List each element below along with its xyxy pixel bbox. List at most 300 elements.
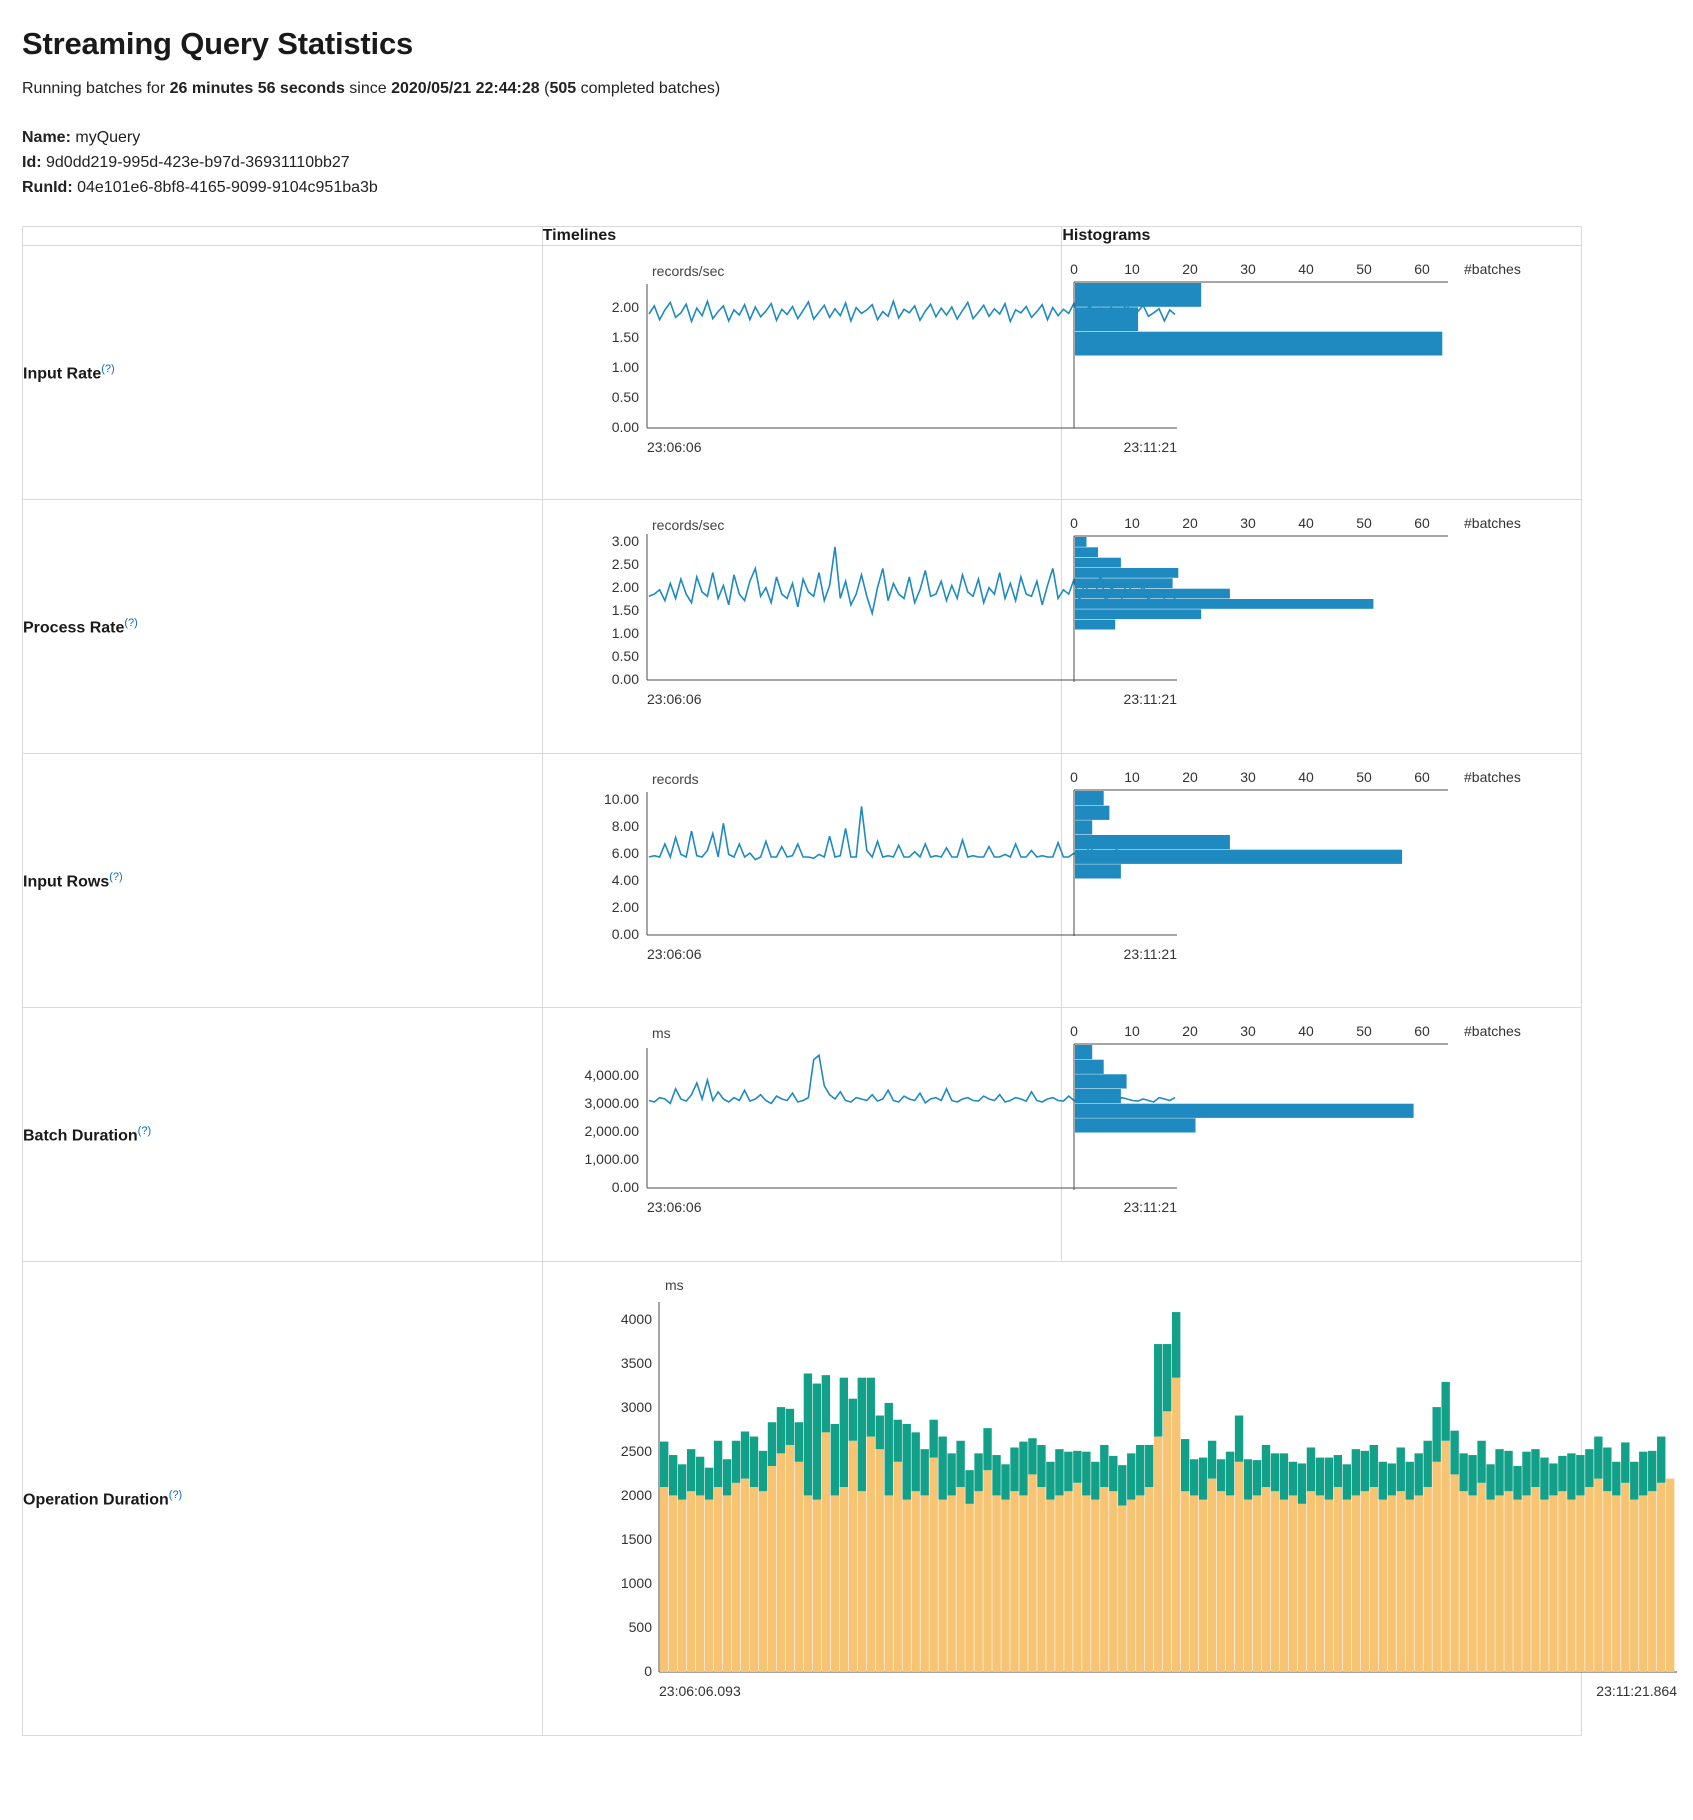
- stacked-bar-segment: [1055, 1450, 1063, 1496]
- input-rate-timeline-cell: [542, 246, 1177, 500]
- query-id-row: [22, 151, 1671, 176]
- stacked-bar-segment: [1387, 1496, 1395, 1673]
- stacked-bar-segment: [1495, 1496, 1503, 1673]
- stacked-bar-segment: [669, 1455, 677, 1495]
- stacked-bar-segment: [848, 1441, 856, 1672]
- stacked-bar-segment: [938, 1437, 946, 1500]
- stacked-bar-segment: [956, 1487, 964, 1672]
- help-icon[interactable]: (?): [124, 616, 138, 629]
- stacked-bar-segment: [794, 1462, 802, 1672]
- help-icon[interactable]: (?): [168, 1488, 183, 1501]
- header-blank: [23, 227, 543, 246]
- stacked-bar-segment: [1432, 1408, 1440, 1463]
- stacked-bar-segment: [714, 1441, 722, 1487]
- stacked-bar-segment: [893, 1462, 901, 1672]
- since-timestamp: 2020/05/21 22:44:28: [391, 80, 540, 97]
- svg-text:1.50: 1.50: [611, 329, 639, 346]
- row-label-operation-duration: [23, 1262, 543, 1736]
- stacked-bar-segment: [1279, 1500, 1287, 1672]
- histogram-bar: [1075, 1045, 1092, 1059]
- stacked-bar-segment: [776, 1454, 784, 1673]
- row-label-input-rows: [23, 754, 543, 1008]
- stacked-bar-segment: [911, 1492, 919, 1673]
- histogram-bar: [1075, 537, 1087, 547]
- stacked-bar-segment: [1405, 1500, 1413, 1672]
- stacked-bar-segment: [956, 1441, 964, 1487]
- svg-text:10.00: 10.00: [603, 791, 639, 808]
- process-rate-hist-bars: [1075, 537, 1373, 630]
- stacked-bar-segment: [1567, 1500, 1575, 1672]
- stacked-bar-segment: [1486, 1465, 1494, 1500]
- stacked-bar-segment: [1226, 1452, 1234, 1496]
- svg-text:0.00: 0.00: [611, 419, 639, 436]
- svg-text:30: 30: [1240, 261, 1257, 278]
- batch-duration-histogram-cell: [1062, 1008, 1582, 1262]
- stacked-bar-segment: [767, 1466, 775, 1672]
- table-header-row: [23, 227, 1582, 246]
- stacked-bar-segment: [732, 1483, 740, 1672]
- histogram-bar: [1075, 1104, 1414, 1118]
- stacked-bar-segment: [1567, 1454, 1575, 1500]
- stacked-bar-segment: [1585, 1487, 1593, 1672]
- stacked-bar-segment: [1576, 1496, 1584, 1673]
- stacked-bar-segment: [723, 1460, 731, 1496]
- histogram-bar: [1075, 620, 1115, 630]
- hist-x-label: #batches: [1464, 1023, 1522, 1040]
- x-start-label: 23:06:06: [646, 946, 702, 963]
- stacked-bar-segment: [1270, 1492, 1278, 1673]
- input-rows-timeline-cell: [542, 754, 1177, 1008]
- stacked-bar-segment: [947, 1454, 955, 1496]
- stacked-bar-segment: [938, 1500, 946, 1672]
- svg-text:6.00: 6.00: [611, 845, 639, 862]
- histogram-bar: [1075, 589, 1230, 599]
- stacked-bar-segment: [812, 1384, 820, 1500]
- stacked-bar-segment: [740, 1432, 748, 1479]
- stacked-bar-segment: [830, 1424, 838, 1495]
- stacked-bar-segment: [1297, 1504, 1305, 1672]
- svg-text:2.00: 2.00: [611, 299, 639, 316]
- svg-text:2,000.00: 2,000.00: [584, 1123, 639, 1140]
- stacked-bar-segment: [1172, 1312, 1180, 1378]
- stacked-bar-segment: [1109, 1492, 1117, 1673]
- svg-text:30: 30: [1240, 769, 1257, 786]
- stacked-bar-segment: [1145, 1487, 1153, 1672]
- operation-duration-cell: [542, 1262, 1677, 1736]
- operation-duration-chart: [547, 1272, 1693, 1722]
- query-name-row: [22, 126, 1671, 151]
- stacked-bar-segment: [1477, 1483, 1485, 1672]
- svg-text:60: 60: [1414, 769, 1431, 786]
- stacked-bar-segment: [974, 1454, 982, 1492]
- input-rate-hist-bars: [1075, 283, 1442, 356]
- svg-text:30: 30: [1240, 515, 1257, 532]
- stacked-bar-segment: [1109, 1456, 1117, 1491]
- stacked-bar-segment: [1369, 1445, 1377, 1487]
- row-label-text: Batch Duration: [23, 1127, 138, 1145]
- stacked-bar-segment: [1100, 1487, 1108, 1672]
- header-histograms: Histograms: [1062, 227, 1582, 246]
- svg-text:1.00: 1.00: [611, 359, 639, 376]
- row-label-text: Process Rate: [23, 619, 125, 637]
- stacked-bar-segment: [740, 1479, 748, 1672]
- histogram-bar: [1075, 558, 1121, 568]
- stacked-bar-segment: [1279, 1454, 1287, 1500]
- stacked-bar-segment: [1190, 1460, 1198, 1496]
- stacked-bar-segment: [1082, 1496, 1090, 1673]
- stacked-bar-segment: [1001, 1465, 1009, 1500]
- stacked-bar-segment: [1127, 1454, 1135, 1500]
- stacked-bar-segment: [749, 1487, 757, 1672]
- stacked-bar-segment: [1028, 1439, 1036, 1475]
- stacked-bar-segment: [803, 1496, 811, 1673]
- stacked-bar-segment: [1217, 1492, 1225, 1673]
- svg-text:20: 20: [1182, 769, 1199, 786]
- stacked-bar-segment: [920, 1496, 928, 1673]
- stacked-bar-segment: [839, 1487, 847, 1672]
- histogram-bar: [1075, 308, 1138, 332]
- stacked-bar-segment: [875, 1416, 883, 1450]
- svg-text:0: 0: [1070, 769, 1079, 786]
- stacked-bar-segment: [1315, 1496, 1323, 1673]
- stacked-bar-segment: [947, 1496, 955, 1673]
- stacked-bar-segment: [758, 1451, 766, 1491]
- histogram-bar: [1075, 599, 1373, 609]
- stacked-bar-segment: [1019, 1496, 1027, 1673]
- input-rows-histogram-cell: [1062, 754, 1582, 1008]
- query-runid-value: 04e101e6-8bf8-4165-9099-9104c951ba3b: [77, 178, 378, 196]
- x-end-label: 23:11:21.864: [1595, 1683, 1677, 1700]
- stacked-bar-segment: [1351, 1450, 1359, 1496]
- stacked-bar-segment: [1297, 1464, 1305, 1504]
- stacked-bar-segment: [1486, 1500, 1494, 1672]
- stacked-bar-segment: [749, 1437, 757, 1487]
- stacked-bar-segment: [1306, 1448, 1314, 1492]
- stacked-bar-segment: [1468, 1455, 1476, 1495]
- stacked-bar-segment: [1432, 1462, 1440, 1672]
- stacked-bar-segment: [1396, 1448, 1404, 1492]
- stacked-bar-segment: [714, 1487, 722, 1672]
- stacked-bar-segment: [1522, 1452, 1530, 1496]
- hist-x-ticks: [1070, 515, 1521, 531]
- stacked-bar-segment: [1405, 1462, 1413, 1500]
- table-row: [23, 1262, 1582, 1736]
- histogram-bar: [1075, 548, 1098, 558]
- hist-x-label: #batches: [1464, 769, 1522, 786]
- svg-text:2.00: 2.00: [611, 899, 639, 916]
- svg-text:4.00: 4.00: [611, 872, 639, 889]
- stacked-bar-segment: [1019, 1442, 1027, 1496]
- stacked-bar-segment: [1199, 1500, 1207, 1672]
- stacked-bar-segment: [974, 1492, 982, 1673]
- running-prefix: Running batches for: [22, 80, 170, 97]
- stacked-bar-segment: [1612, 1496, 1620, 1673]
- stacked-bar-segment: [758, 1492, 766, 1673]
- x-start-label: 23:06:06: [646, 439, 702, 456]
- stacked-bar-segment: [1091, 1500, 1099, 1672]
- stacked-bar-segment: [1046, 1462, 1054, 1500]
- hist-x-label: #batches: [1464, 261, 1522, 278]
- x-end-label: 23:11:21: [1123, 946, 1177, 963]
- stacked-bar-segment: [929, 1420, 937, 1458]
- stacked-bar-segment: [1603, 1448, 1611, 1492]
- input-rate-histogram-chart: [1066, 256, 1606, 486]
- statistics-table: [22, 226, 1677, 1736]
- stacked-bar-segment: [1351, 1496, 1359, 1673]
- row-label-process-rate: [23, 500, 543, 754]
- batch-duration-histogram-chart: [1066, 1018, 1606, 1248]
- histogram-bar: [1075, 850, 1402, 864]
- stacked-bar-segment: [1549, 1464, 1557, 1496]
- svg-text:40: 40: [1298, 515, 1315, 532]
- svg-text:40: 40: [1298, 261, 1315, 278]
- stacked-bar-segment: [1082, 1452, 1090, 1496]
- svg-text:50: 50: [1356, 1023, 1373, 1040]
- svg-text:4,000.00: 4,000.00: [584, 1067, 639, 1084]
- x-end-label: 23:11:21: [1123, 691, 1177, 708]
- stacked-bar-segment: [1226, 1496, 1234, 1673]
- stacked-bar-segment: [705, 1500, 713, 1672]
- stacked-bar-segment: [705, 1468, 713, 1500]
- stacked-bar-segment: [1010, 1448, 1018, 1492]
- histogram-bar: [1075, 568, 1178, 578]
- stacked-bar-segment: [1414, 1454, 1422, 1496]
- svg-text:1,000.00: 1,000.00: [584, 1151, 639, 1168]
- stacked-bar-segment: [1603, 1492, 1611, 1673]
- stacked-bar-segment: [669, 1496, 677, 1673]
- stacked-bar-segment: [1360, 1451, 1368, 1491]
- stacked-bar-segment: [1450, 1431, 1458, 1475]
- row-label-text: Operation Duration: [23, 1491, 169, 1509]
- stacked-bar-segment: [1396, 1492, 1404, 1673]
- stacked-bar-segment: [965, 1471, 973, 1505]
- svg-text:2000: 2000: [620, 1487, 652, 1504]
- stacked-bar-segment: [1055, 1496, 1063, 1673]
- stacked-bar-segment: [1531, 1450, 1539, 1488]
- help-icon[interactable]: (?): [101, 362, 115, 375]
- svg-text:50: 50: [1356, 261, 1373, 278]
- stacked-bar-segment: [1423, 1441, 1431, 1487]
- batch-duration-hist-bars: [1075, 1045, 1414, 1133]
- svg-text:3500: 3500: [620, 1355, 652, 1372]
- batch-duration-timeline-cell: [542, 1008, 1177, 1262]
- stacked-bar-segment: [785, 1409, 793, 1445]
- stacked-bar-segment: [1360, 1492, 1368, 1673]
- stacked-bar-segment: [1208, 1479, 1216, 1672]
- process-rate-timeline-cell: [542, 500, 1177, 754]
- stacked-bar-segment: [830, 1496, 838, 1673]
- histogram-bar: [1075, 610, 1201, 620]
- histogram-bar: [1075, 1119, 1196, 1133]
- svg-text:2.50: 2.50: [611, 556, 639, 573]
- stacked-bar-segment: [1423, 1487, 1431, 1672]
- svg-text:60: 60: [1414, 1023, 1431, 1040]
- query-id-label: Id:: [22, 153, 42, 171]
- stacked-bar-segment: [660, 1487, 668, 1672]
- svg-text:50: 50: [1356, 515, 1373, 532]
- stacked-bar-segment: [884, 1496, 892, 1673]
- stacked-bar-segment: [732, 1441, 740, 1483]
- query-runid-label: RunId:: [22, 178, 73, 196]
- svg-text:2500: 2500: [620, 1443, 652, 1460]
- y-ticks: [584, 1067, 639, 1195]
- operation-duration-bars: [660, 1312, 1674, 1672]
- stacked-bar-segment: [1630, 1500, 1638, 1672]
- stacked-bar-segment: [1630, 1462, 1638, 1500]
- stacked-bar-segment: [1342, 1465, 1350, 1500]
- hist-x-ticks: [1070, 261, 1521, 277]
- stacked-bar-segment: [812, 1500, 820, 1672]
- stacked-bar-segment: [857, 1378, 865, 1492]
- stacked-bar-segment: [1648, 1451, 1656, 1491]
- stacked-bar-segment: [1324, 1500, 1332, 1672]
- table-row: [23, 500, 1582, 754]
- y-unit-label: ms: [664, 1277, 684, 1294]
- stacked-bar-segment: [1154, 1344, 1162, 1437]
- svg-text:3000: 3000: [620, 1399, 652, 1416]
- stacked-bar-segment: [1459, 1454, 1467, 1492]
- stacked-bar-segment: [1621, 1443, 1629, 1483]
- stacked-bar-segment: [1342, 1500, 1350, 1672]
- stacked-bar-segment: [1558, 1492, 1566, 1673]
- stacked-bar-segment: [1513, 1466, 1521, 1500]
- stacked-bar-segment: [920, 1450, 928, 1496]
- input-rows-histogram-chart: [1066, 764, 1606, 994]
- svg-text:500: 500: [628, 1619, 652, 1636]
- stacked-bar-segment: [1576, 1455, 1584, 1495]
- stacked-bar-segment: [1064, 1452, 1072, 1492]
- stacked-bar-segment: [687, 1492, 695, 1673]
- query-id-value: 9d0dd219-995d-423e-b97d-36931110bb27: [46, 153, 350, 171]
- help-icon[interactable]: (?): [137, 1124, 152, 1137]
- histogram-bar: [1075, 1075, 1127, 1089]
- stacked-bar-segment: [1540, 1500, 1548, 1672]
- stacked-bar-segment: [1288, 1462, 1296, 1496]
- stacked-bar-segment: [1531, 1487, 1539, 1672]
- stacked-bar-segment: [821, 1376, 829, 1433]
- stacked-bar-segment: [1549, 1496, 1557, 1673]
- stacked-bar-segment: [1540, 1458, 1548, 1500]
- hist-x-ticks: [1070, 1023, 1521, 1039]
- stacked-bar-segment: [1270, 1454, 1278, 1492]
- stacked-bar-segment: [1621, 1483, 1629, 1672]
- table-row: [23, 1008, 1582, 1262]
- running-duration: 26 minutes 56 seconds: [169, 80, 345, 97]
- stacked-bar-segment: [794, 1423, 802, 1463]
- stacked-bar-segment: [785, 1445, 793, 1672]
- input-rows-hist-bars: [1075, 791, 1402, 879]
- histogram-bar: [1075, 835, 1230, 849]
- stacked-bar-segment: [1181, 1439, 1189, 1491]
- stacked-bar-segment: [1315, 1458, 1323, 1496]
- stacked-bar-segment: [1522, 1496, 1530, 1673]
- stacked-bar-segment: [803, 1374, 811, 1496]
- stacked-bar-segment: [1217, 1460, 1225, 1492]
- svg-text:4000: 4000: [620, 1311, 652, 1328]
- histogram-bar: [1075, 283, 1201, 307]
- svg-text:10: 10: [1124, 261, 1141, 278]
- stacked-bar-segment: [1324, 1458, 1332, 1500]
- stacked-bar-segment: [660, 1442, 668, 1487]
- stacked-bar-segment: [1378, 1462, 1386, 1500]
- stacked-bar-segment: [1252, 1496, 1260, 1673]
- svg-text:3.00: 3.00: [611, 533, 639, 550]
- histogram-bar: [1075, 865, 1121, 879]
- query-metadata: [22, 126, 1671, 200]
- svg-text:1500: 1500: [620, 1531, 652, 1548]
- stacked-bar-segment: [866, 1437, 874, 1672]
- svg-text:0: 0: [1070, 1023, 1079, 1040]
- histogram-bar: [1075, 791, 1104, 805]
- stacked-bar-segment: [1504, 1451, 1512, 1491]
- stacked-bar-segment: [1639, 1452, 1647, 1496]
- stacked-bar-segment: [1064, 1492, 1072, 1673]
- stacked-bar-segment: [1504, 1492, 1512, 1673]
- query-name-label: Name:: [22, 129, 71, 146]
- stacked-bar-segment: [1037, 1487, 1045, 1672]
- stacked-bar-segment: [1459, 1492, 1467, 1673]
- stacked-bar-segment: [1387, 1464, 1395, 1496]
- stacked-bar-segment: [1261, 1487, 1269, 1672]
- stacked-bar-segment: [1666, 1479, 1674, 1672]
- stacked-bar-segment: [1468, 1496, 1476, 1673]
- stacked-bar-segment: [893, 1420, 901, 1462]
- stacked-bar-segment: [992, 1496, 1000, 1673]
- stacked-bar-segment: [965, 1504, 973, 1672]
- svg-text:2.00: 2.00: [611, 579, 639, 596]
- table-row: [23, 246, 1582, 500]
- running-batches-summary: [22, 80, 1671, 98]
- stacked-bar-segment: [767, 1423, 775, 1467]
- stacked-bar-segment: [1208, 1441, 1216, 1479]
- y-ticks: [611, 299, 638, 435]
- x-start-label: 23:06:06: [646, 691, 702, 708]
- stacked-bar-segment: [1288, 1496, 1296, 1673]
- stacked-bar-segment: [1585, 1450, 1593, 1488]
- stacked-bar-segment: [1441, 1382, 1449, 1441]
- svg-text:0: 0: [1070, 515, 1079, 532]
- svg-text:0.00: 0.00: [611, 1179, 639, 1196]
- svg-text:1000: 1000: [620, 1575, 652, 1592]
- svg-text:40: 40: [1298, 1023, 1315, 1040]
- stacked-bar-segment: [1513, 1500, 1521, 1672]
- svg-text:10: 10: [1124, 1023, 1141, 1040]
- stacked-bar-segment: [1244, 1500, 1252, 1672]
- y-unit-label: records/sec: [651, 263, 725, 280]
- stacked-bar-segment: [1441, 1441, 1449, 1672]
- stacked-bar-segment: [1657, 1483, 1665, 1672]
- table-row: [23, 754, 1582, 1008]
- stacked-bar-segment: [1235, 1462, 1243, 1672]
- stacked-bar-segment: [1414, 1496, 1422, 1673]
- histogram-bar: [1075, 332, 1442, 356]
- stacked-bar-segment: [929, 1458, 937, 1672]
- histogram-bar: [1075, 821, 1092, 835]
- help-icon[interactable]: (?): [109, 870, 123, 883]
- process-rate-histogram-chart: [1066, 510, 1606, 740]
- stacked-bar-segment: [1450, 1475, 1458, 1673]
- svg-text:60: 60: [1414, 515, 1431, 532]
- stacked-bar-segment: [1154, 1437, 1162, 1672]
- histogram-bar: [1075, 806, 1109, 820]
- input-rate-histogram-cell: [1062, 246, 1582, 500]
- stacked-bar-segment: [983, 1429, 991, 1471]
- stacked-bar-segment: [902, 1500, 910, 1672]
- svg-text:0: 0: [1070, 261, 1079, 278]
- stacked-bar-segment: [1369, 1487, 1377, 1672]
- stacked-bar-segment: [1091, 1462, 1099, 1500]
- row-label-text: Input Rows: [23, 873, 110, 891]
